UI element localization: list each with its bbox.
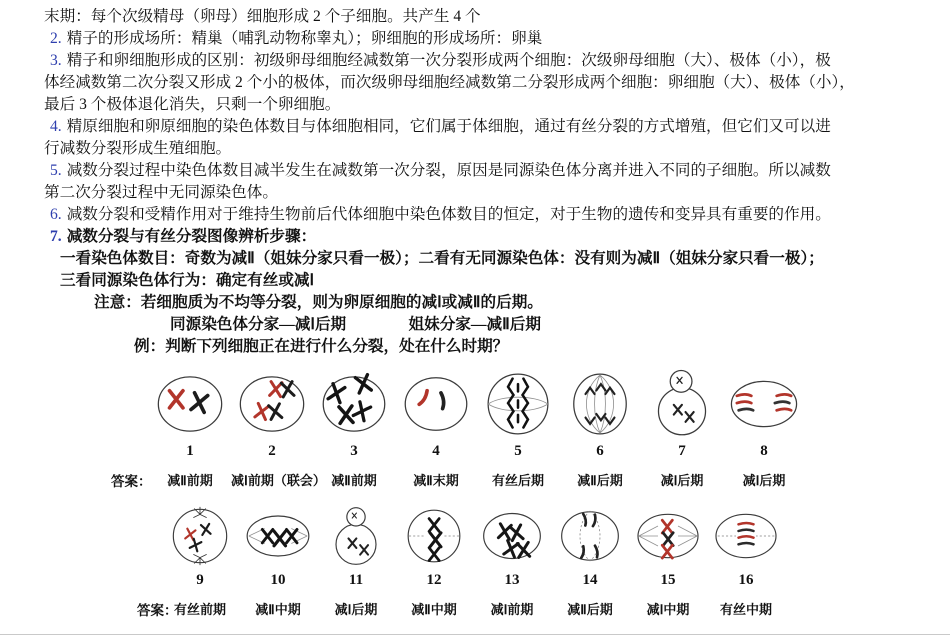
doc-line <box>44 270 920 292</box>
cell-number: 13 <box>504 572 520 588</box>
cell-diagram-7 <box>644 366 720 442</box>
doc-line <box>44 160 920 182</box>
answers-row-1 <box>111 470 950 489</box>
answer-text: 减Ⅰ后期 <box>742 473 786 488</box>
doc-line <box>44 6 920 28</box>
cell-number: 12 <box>426 572 442 588</box>
item-number: 5. <box>50 162 62 179</box>
cell-diagram-10 <box>243 501 313 571</box>
cell-number: 1 <box>186 443 194 459</box>
answer-text: 减Ⅱ后期 <box>567 602 613 617</box>
line-text: 第二次分裂过程中无同源染色体。 <box>44 184 278 201</box>
cell-number: 5 <box>514 443 522 459</box>
doc-line <box>44 72 920 94</box>
cell-number: 4 <box>432 443 440 459</box>
line-text: 精子和卵细胞形成的区别：初级卵母细胞经减数第一次分裂形成两个细胞：次级卵母细胞（大）、极体（小），极 <box>66 52 831 69</box>
line-text: 精子的形成场所：精巢（哺乳动物称睾丸）；卵细胞的形成场所：卵巢 <box>66 30 543 47</box>
doc-line <box>44 94 920 116</box>
cell-number: 15 <box>660 572 676 588</box>
figure-cell-9 <box>161 501 239 589</box>
item-number: 4. <box>50 118 62 135</box>
line-text: 体经减数第二次分裂又形成 2 个小的极体，而次级卵母细胞经减数第二分裂形成两个细胞：卵细胞（大）、极体（小）， <box>44 74 855 91</box>
figure-cell-13 <box>473 501 551 589</box>
answer-text: 减Ⅰ中期 <box>646 602 690 617</box>
line-text: 一看染色体数目：奇数为减Ⅱ（姐妹分家只看一极）；二看有无同源染色体：没有则为减Ⅱ（姐妹分家只看一极）； <box>60 250 824 267</box>
item-number: 2. <box>50 30 62 47</box>
answers-label: 答案： <box>111 474 152 489</box>
line-text: 最后 3 个极体退化消失，只剩一个卵细胞。 <box>44 96 341 113</box>
doc-line <box>44 138 920 160</box>
figure-cell-8 <box>723 366 805 460</box>
figure-cell-14 <box>551 501 629 589</box>
figure-cell-2 <box>231 366 313 460</box>
answer-text: 有丝后期 <box>491 473 544 488</box>
cell-diagram-4 <box>398 366 474 442</box>
cell-number: 3 <box>350 443 358 459</box>
line-text: 行减数分裂形成生殖细胞。 <box>44 140 232 157</box>
cell-diagram-11 <box>321 501 391 571</box>
line-text: 精原细胞和卵原细胞的染色体数目与体细胞相同，它们属于体细胞，通过有丝分裂的方式增殖，但它们又可以进 <box>66 118 831 135</box>
cell-number: 16 <box>738 572 754 588</box>
cell-number: 9 <box>196 572 204 588</box>
answer-text: 减Ⅰ后期 <box>660 473 704 488</box>
item-number: 6. <box>50 206 62 223</box>
cell-diagram-8 <box>726 366 802 442</box>
line-text: 三看同源染色体行为：确定有丝或减Ⅰ <box>60 272 315 289</box>
line-text: 减数分裂与有丝分裂图像辨析步骤： <box>66 228 317 245</box>
doc-line <box>44 314 920 336</box>
doc-line <box>44 292 920 314</box>
figure-cell-16 <box>707 501 785 589</box>
cell-diagram-16 <box>711 501 781 571</box>
figure-cell-1 <box>149 366 231 460</box>
cell-diagram-14 <box>555 501 625 571</box>
answer-text: 有丝前期 <box>173 602 226 617</box>
cell-diagram-3 <box>316 366 392 442</box>
answer-text: 减Ⅱ中期 <box>411 602 457 617</box>
answer-text: 有丝中期 <box>719 602 772 617</box>
figure-cell-15 <box>629 501 707 589</box>
figure-cell-4 <box>395 366 477 460</box>
doc-line <box>44 204 920 226</box>
cell-number: 2 <box>268 443 276 459</box>
cell-diagrams-row-1 <box>149 366 950 460</box>
cell-diagrams-row-2 <box>161 501 950 589</box>
line-text: 例：判断下列细胞正在进行什么分裂，处在什么时期？ <box>134 338 509 355</box>
doc-line <box>44 248 920 270</box>
item-number: 7. <box>50 228 62 245</box>
line-text: 注意：若细胞质为不均等分裂，则为卵原细胞的减Ⅰ或减Ⅱ的后期。 <box>94 294 543 311</box>
cell-diagram-1 <box>152 366 228 442</box>
figure-cell-6 <box>559 366 641 460</box>
cell-number: 11 <box>348 572 364 588</box>
cell-diagram-5 <box>480 366 556 442</box>
answer-text: 减Ⅰ前期（联会） <box>231 473 326 488</box>
figure-cell-7 <box>641 366 723 460</box>
answer-text: 减Ⅱ前期 <box>331 473 377 488</box>
answer-text: 减Ⅰ前期 <box>490 602 534 617</box>
figure-cell-3 <box>313 366 395 460</box>
answers-row-2 <box>137 599 950 618</box>
figure-cell-10 <box>239 501 317 589</box>
cell-number: 7 <box>678 443 686 459</box>
doc-line <box>44 116 920 138</box>
cell-number: 10 <box>270 572 286 588</box>
doc-line <box>44 28 920 50</box>
cell-diagram-15 <box>633 501 703 571</box>
figure-row-2 <box>137 501 950 618</box>
figure-row-1 <box>111 366 950 489</box>
figure-cell-12 <box>395 501 473 589</box>
answer-text: 减Ⅱ前期 <box>167 473 213 488</box>
cell-diagram-12 <box>399 501 469 571</box>
answer-text: 减Ⅱ后期 <box>577 473 623 488</box>
cell-number: 8 <box>760 443 768 459</box>
page-bottom-border <box>0 634 950 635</box>
cell-number: 14 <box>582 572 598 588</box>
answer-text: 减Ⅰ后期 <box>334 602 378 617</box>
line-text: 末期：每个次级精母（卵母）细胞形成 2 个子细胞。共产生 4 个 <box>44 8 481 25</box>
cell-diagram-13 <box>477 501 547 571</box>
answer-text: 减Ⅱ中期 <box>255 602 301 617</box>
cell-diagram-2 <box>234 366 310 442</box>
cell-diagram-9 <box>165 501 235 571</box>
item-number: 3. <box>50 52 62 69</box>
line-text: 减数分裂过程中染色体数目减半发生在减数第一次分裂，原因是同源染色体分离并进入不同的子细胞。所以减数 <box>66 162 831 179</box>
doc-line <box>44 182 920 204</box>
figure-cell-11 <box>317 501 395 589</box>
answer-text: 减Ⅱ末期 <box>413 473 459 488</box>
doc-line <box>44 50 920 72</box>
cell-number: 6 <box>596 443 604 459</box>
doc-line <box>44 226 920 248</box>
figure-cell-5 <box>477 366 559 460</box>
answers-label: 答案： <box>137 603 178 618</box>
cell-diagram-6 <box>562 366 638 442</box>
line-text: 同源染色体分家—减Ⅰ后期 姐妹分家—减Ⅱ后期 <box>170 316 541 333</box>
line-text: 减数分裂和受精作用对于维持生物前后代体细胞中染色体数目的恒定，对于生物的遗传和变异具有重要的作用。 <box>66 206 831 223</box>
doc-line <box>44 336 920 358</box>
